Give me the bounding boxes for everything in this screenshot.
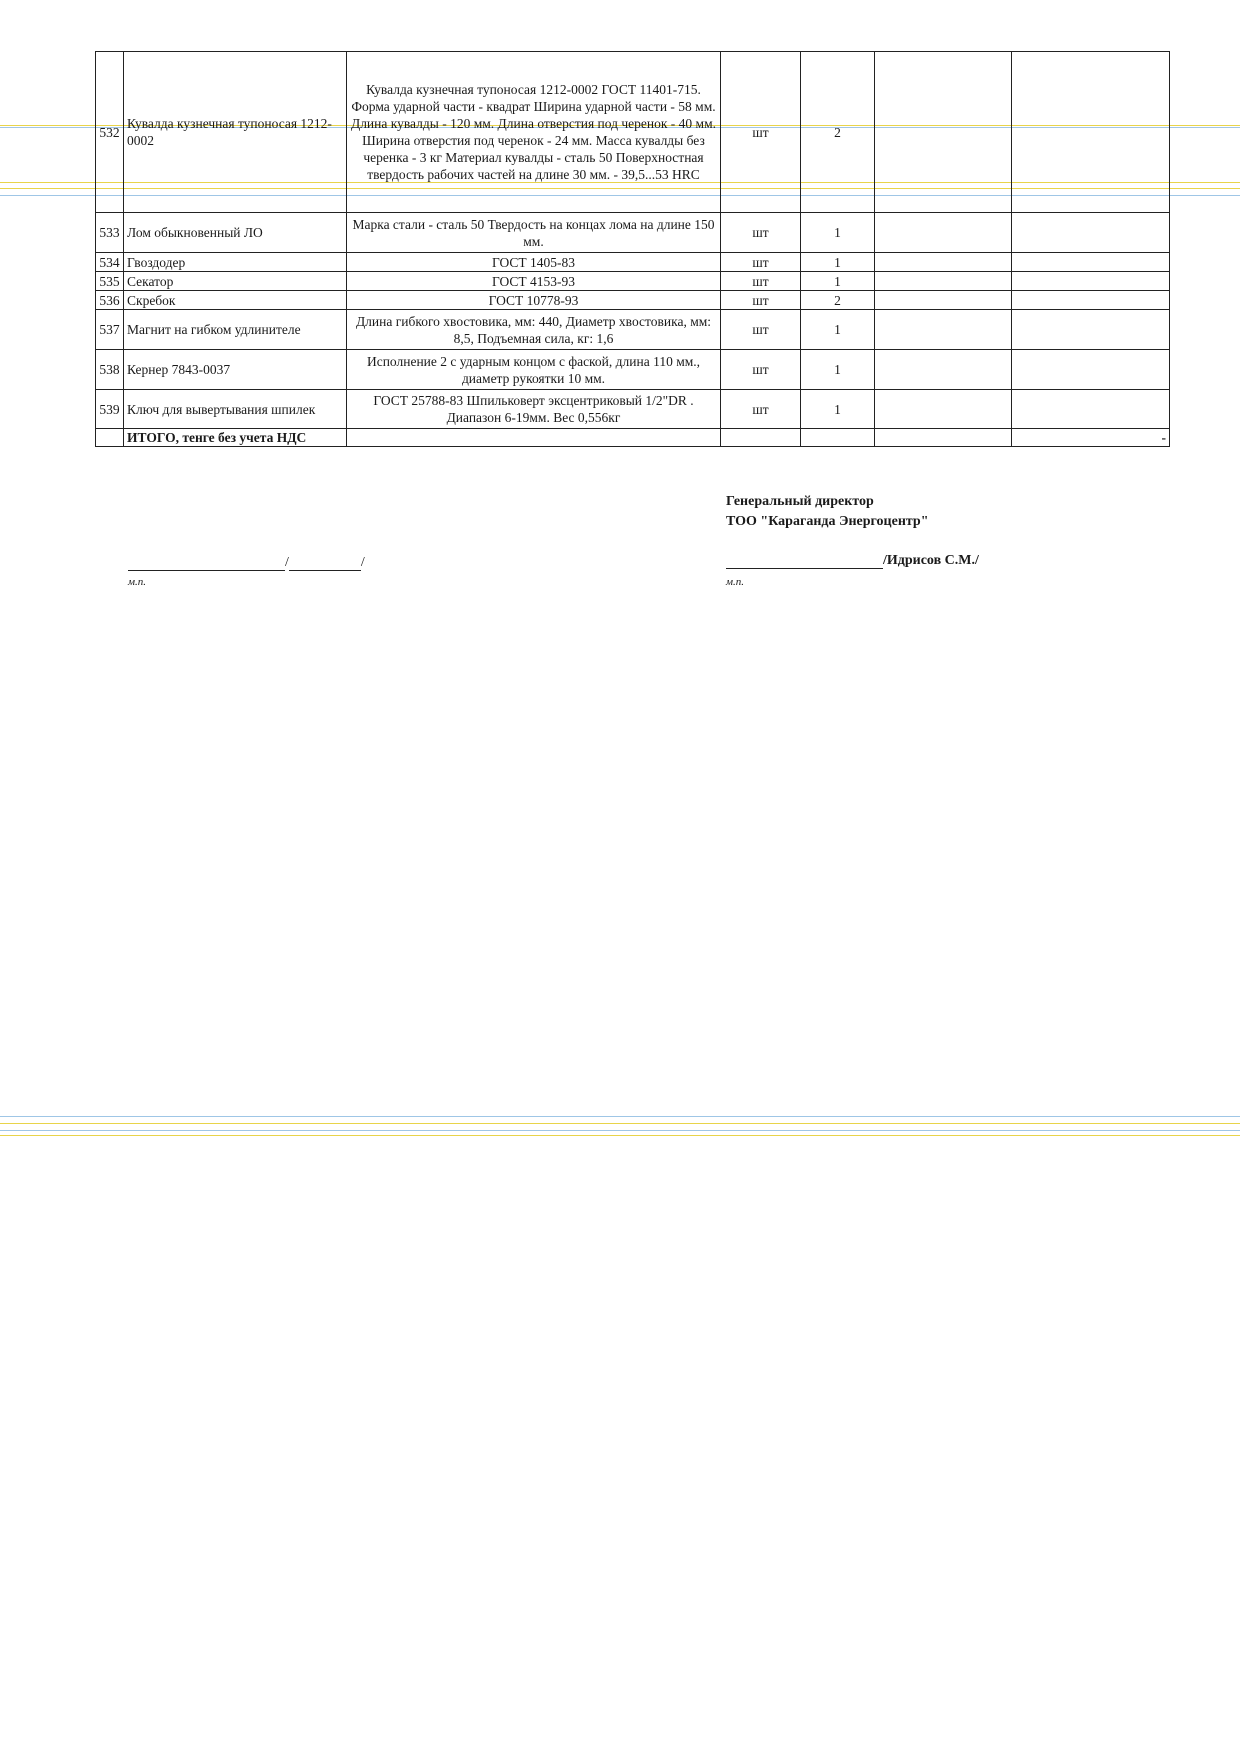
item-quantity: 1	[801, 272, 875, 291]
item-name: Кернер 7843-0037	[124, 350, 347, 390]
total-empty-cell	[875, 429, 1012, 447]
total-label: ИТОГО, тенге без учета НДС	[124, 429, 347, 447]
item-sum	[1012, 310, 1170, 350]
item-description: ГОСТ 4153-93	[347, 272, 721, 291]
item-unit: шт	[721, 350, 801, 390]
item-sum	[1012, 390, 1170, 429]
item-unit: шт	[721, 272, 801, 291]
item-description: Кувалда кузнечная тупоносая 1212-0002 ГОСТ 11401-715. Форма ударной части - квадрат Ширина ударной части - 58 мм. Длина кувалды - 120 мм. Длина отверстия под черенок - 40 мм. Ширина отверстия под черенок - 24 мм. Масса кувалды без черенка - 3 кг Материал кувалды - сталь 50 Поверхностная твердость рабочих частей на длине 30 мм. - 39,5...53 HRC	[347, 52, 721, 213]
item-name: Кувалда кузнечная тупоносая 1212-0002	[124, 52, 347, 213]
left-signature-line	[128, 555, 365, 571]
table-row	[96, 291, 1170, 310]
item-description: Марка стали - сталь 50 Твердость на концах лома на длине 150 мм.	[347, 213, 721, 253]
item-price	[875, 390, 1012, 429]
table-row	[96, 213, 1170, 253]
signatory-company: ТОО "Караганда Энергоцентр"	[726, 514, 929, 529]
total-empty-cell	[801, 429, 875, 447]
item-price	[875, 253, 1012, 272]
item-description: Исполнение 2 с ударным концом с фаской, длина 110 мм., диаметр рукоятки 10 мм.	[347, 350, 721, 390]
table-row	[96, 272, 1170, 291]
total-row	[96, 429, 1170, 447]
right-signature-line	[726, 553, 979, 569]
right-stamp-label: м.п.	[726, 576, 745, 588]
item-name: Секатор	[124, 272, 347, 291]
item-unit: шт	[721, 291, 801, 310]
signatory-title: Генеральный директор	[726, 494, 874, 509]
table-row	[96, 253, 1170, 272]
scan-line	[0, 1135, 1240, 1136]
row-number: 536	[96, 291, 124, 310]
item-price	[875, 291, 1012, 310]
item-name: Лом обыкновенный ЛО	[124, 213, 347, 253]
row-number: 537	[96, 310, 124, 350]
signature-slash: /	[360, 555, 365, 570]
item-sum	[1012, 52, 1170, 213]
row-number: 535	[96, 272, 124, 291]
item-sum	[1012, 272, 1170, 291]
row-number: 533	[96, 213, 124, 253]
scan-line	[0, 1123, 1240, 1124]
total-empty-cell	[721, 429, 801, 447]
table-row	[96, 310, 1170, 350]
total-empty-cell	[347, 429, 721, 447]
specification-table	[95, 51, 1170, 447]
item-price	[875, 52, 1012, 213]
item-sum	[1012, 350, 1170, 390]
item-quantity: 2	[801, 52, 875, 213]
table-row	[96, 390, 1170, 429]
item-unit: шт	[721, 213, 801, 253]
signature-blank	[726, 553, 883, 569]
item-sum	[1012, 291, 1170, 310]
item-quantity: 1	[801, 253, 875, 272]
item-quantity: 1	[801, 310, 875, 350]
item-description: ГОСТ 10778-93	[347, 291, 721, 310]
item-quantity: 1	[801, 390, 875, 429]
item-sum	[1012, 253, 1170, 272]
item-price	[875, 213, 1012, 253]
item-price	[875, 350, 1012, 390]
table-row	[96, 52, 1170, 213]
signatory-name: /Идрисов С.М./	[883, 553, 979, 568]
scan-line	[0, 1130, 1240, 1131]
item-name: Гвоздодер	[124, 253, 347, 272]
row-number: 539	[96, 390, 124, 429]
row-number: 532	[96, 52, 124, 213]
item-unit: шт	[721, 253, 801, 272]
item-unit: шт	[721, 52, 801, 213]
item-sum	[1012, 213, 1170, 253]
item-price	[875, 310, 1012, 350]
item-name: Ключ для вывертывания шпилек	[124, 390, 347, 429]
item-quantity: 1	[801, 350, 875, 390]
table-row	[96, 350, 1170, 390]
left-stamp-label: м.п.	[128, 576, 147, 588]
scan-line	[0, 1116, 1240, 1117]
item-unit: шт	[721, 390, 801, 429]
item-description: Длина гибкого хвостовика, мм: 440, Диаметр хвостовика, мм: 8,5, Подъемная сила, кг: 1,6	[347, 310, 721, 350]
total-number-cell	[96, 429, 124, 447]
item-name: Скребок	[124, 291, 347, 310]
item-unit: шт	[721, 310, 801, 350]
row-number: 534	[96, 253, 124, 272]
item-price	[875, 272, 1012, 291]
signature-blank	[128, 555, 285, 571]
item-description: ГОСТ 1405-83	[347, 253, 721, 272]
item-description: ГОСТ 25788-83 Шпильковерт эксцентриковый 1/2"DR . Диапазон 6-19мм. Вес 0,556кг	[347, 390, 721, 429]
item-quantity: 1	[801, 213, 875, 253]
row-number: 538	[96, 350, 124, 390]
item-name: Магнит на гибком удлинителе	[124, 310, 347, 350]
item-quantity: 2	[801, 291, 875, 310]
name-blank	[289, 555, 361, 571]
signature-slash: /	[285, 555, 289, 570]
total-value: -	[1012, 429, 1170, 447]
